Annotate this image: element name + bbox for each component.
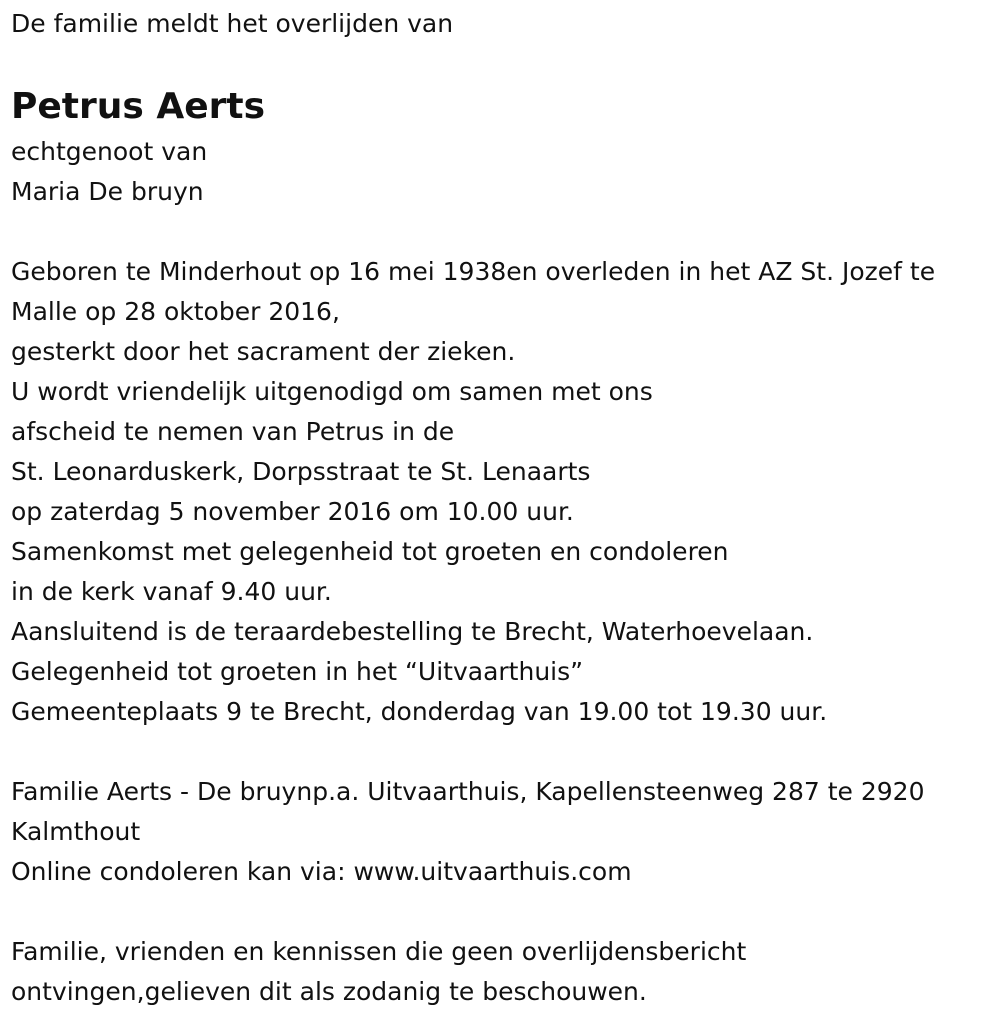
details-line: Geboren te Minderhout op 16 mei 1938en overleden in het AZ St. Jozef te [11, 257, 936, 286]
details-line: in de kerk vanaf 9.40 uur. [11, 577, 332, 606]
details-block [11, 252, 996, 732]
details-line: gesterkt door het sacrament der zieken. [11, 337, 516, 366]
contact-line: Kalmthout [11, 817, 141, 846]
details-line: Aansluitend is de teraardebestelling te Brecht, Waterhoevelaan. [11, 617, 814, 646]
details-line: Malle op 28 oktober 2016, [11, 297, 340, 326]
details-line: Gelegenheid tot groeten in het “Uitvaarthuis” [11, 657, 584, 686]
intro-text: De familie meldt het overlijden van [11, 9, 454, 38]
contact-line: Online condoleren kan via: www.uitvaarthuis.com [11, 857, 632, 886]
spacer [11, 212, 996, 252]
closing-line: Familie, vrienden en kennissen die geen overlijdensbericht [11, 937, 747, 966]
details-line: Samenkomst met gelegenheid tot groeten en condoleren [11, 537, 729, 566]
details-line: St. Leonarduskerk, Dorpsstraat te St. Lenaarts [11, 457, 591, 486]
details-line: afscheid te nemen van Petrus in de [11, 417, 455, 446]
details-line: op zaterdag 5 november 2016 om 10.00 uur. [11, 497, 574, 526]
spouse-name: Maria De bruyn [11, 177, 204, 206]
deceased-name: Petrus Aerts [11, 86, 266, 127]
spouse-relation: echtgenoot van [11, 137, 208, 166]
closing-line: ontvingen,gelieven dit als zodanig te beschouwen. [11, 977, 647, 1006]
spacer [11, 892, 996, 932]
details-line: U wordt vriendelijk uitgenodigd om samen met ons [11, 377, 653, 406]
closing-block [11, 932, 996, 1012]
obituary-notice [11, 4, 996, 1012]
contact-block [11, 772, 996, 892]
contact-line: Familie Aerts - De bruynp.a. Uitvaarthuis, Kapellensteenweg 287 te 2920 [11, 777, 925, 806]
details-line: Gemeenteplaats 9 te Brecht, donderdag van 19.00 tot 19.30 uur. [11, 697, 828, 726]
spacer [11, 732, 996, 772]
